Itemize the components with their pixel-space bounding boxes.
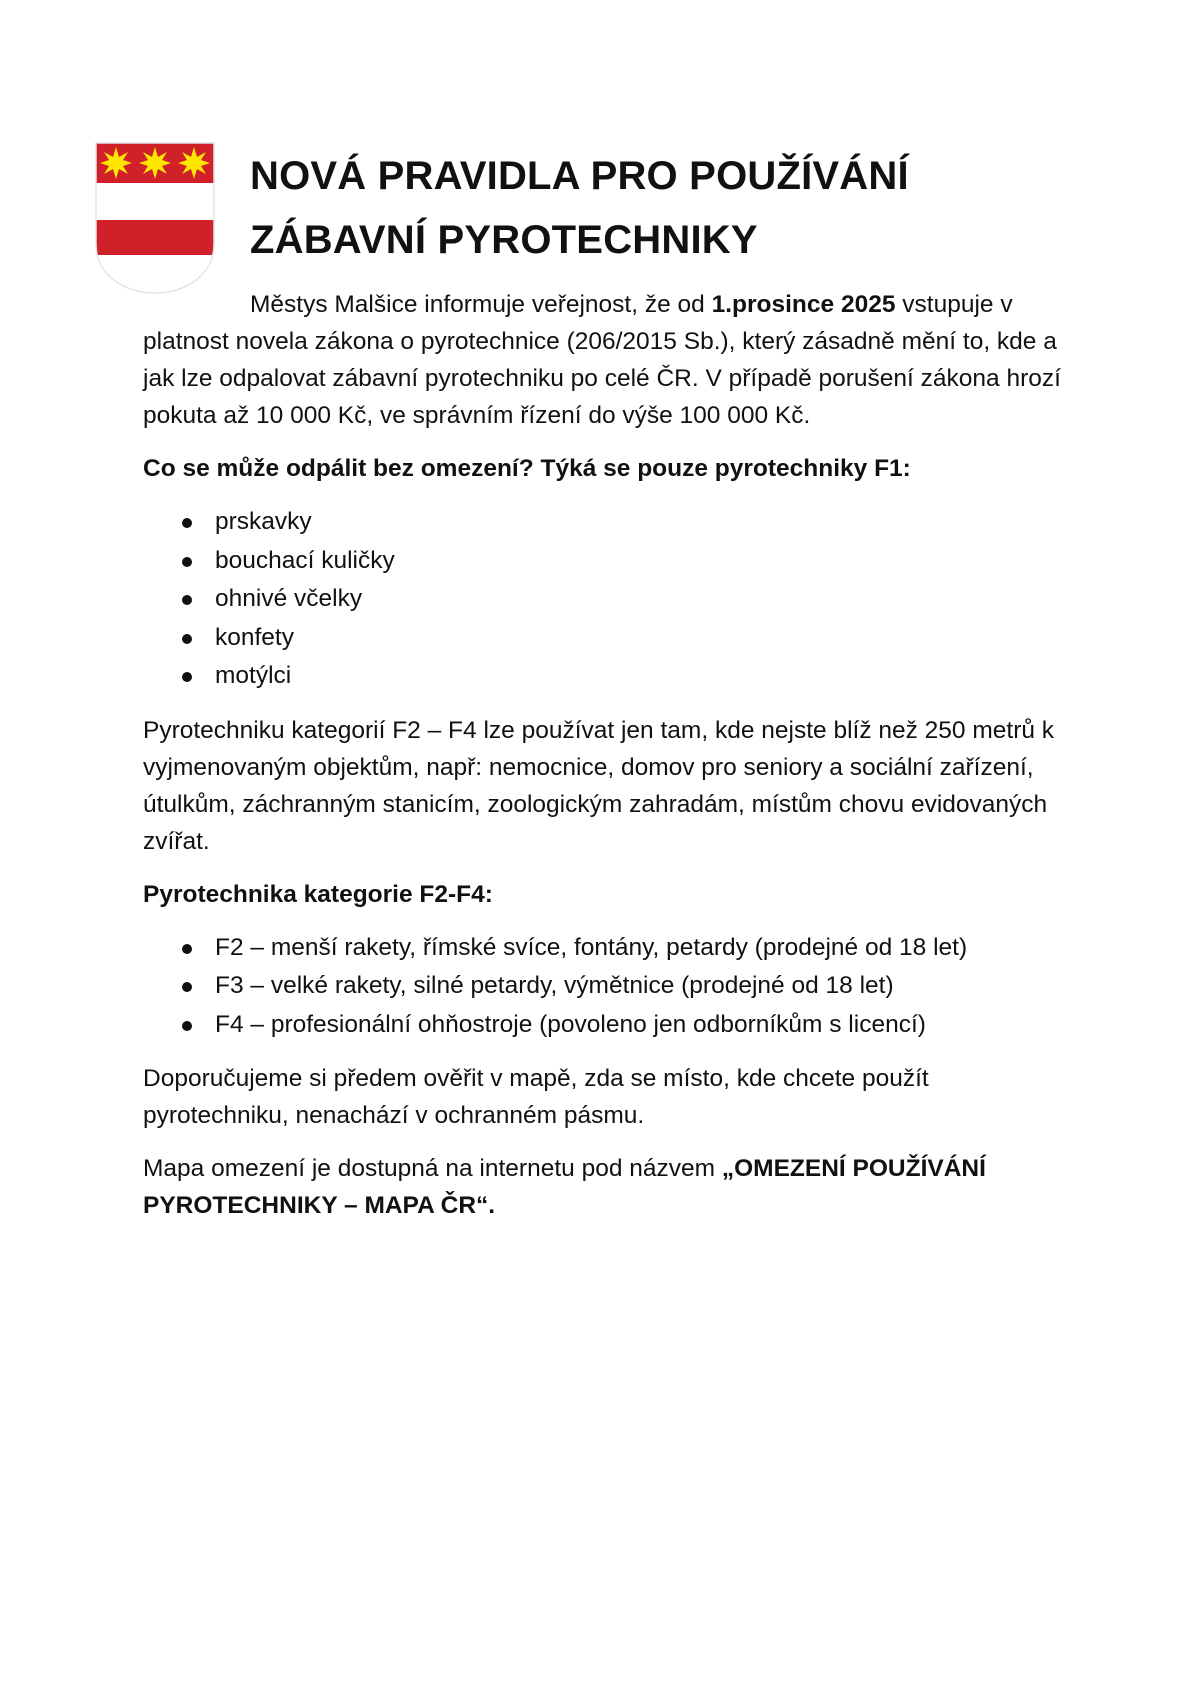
f2f4-list [143,929,1063,1045]
list-item: ohnivé včelky [143,580,1063,619]
map-check-paragraph: Doporučujeme si předem ověřit v mapě, zda se místo, kde chcete použít pyrotechniku, nenachází v ochranném pásmu. [143,1065,929,1129]
intro-paragraph [143,286,1063,434]
document-title [250,144,1110,272]
intro-text-start: Městys Malšice informuje veřejnost, že od [250,291,712,318]
document-body [143,286,1063,1240]
map-name: „OMEZENÍ POUŽÍVÁNÍ PYROTECHNIKY – MAPA ČR“. [143,1155,986,1219]
distance-rule-paragraph: Pyrotechniku kategorií F2 – F4 lze používat jen tam, kde nejste blíž než 250 metrů k vyjmenovaným objektům, např: nemocnice, domov pro seniory a sociální zařízení, útulkům, záchranným stanicím, zoologickým zahradám, místům chovu evidovaných zvířat. [143,716,1055,855]
title-line-2: ZÁBAVNÍ PYROTECHNIKY [250,218,758,262]
list-item: konfety [143,619,1063,658]
coat-of-arms-icon [95,142,215,294]
intro-text-end: vstupuje v platnost novela zákona o pyrotechnice (206/2015 Sb.), který zásadně mění to, kde a jak lze odpalovat zábavní pyrotechniku po celé ČR. V případě porušení zákona hrozí pokuta až 10 000 Kč, ve správním řízení do výše 100 000 Kč. [143,291,1061,429]
list-item: bouchací kuličky [143,542,1063,581]
map-note-text: Mapa omezení je dostupná na internetu pod názvem [143,1155,722,1182]
list-item: F2 – menší rakety, římské svíce, fontány, petardy (prodejné od 18 let) [143,929,1063,968]
title-line-1: NOVÁ PRAVIDLA PRO POUŽÍVÁNÍ [250,154,909,198]
f1-list [143,503,1063,696]
effective-date: 1.prosince 2025 [711,291,896,318]
f1-heading: Co se může odpálit bez omezení? Týká se pouze pyrotechniky F1: [143,455,911,482]
list-item: F3 – velké rakety, silné petardy, výmětnice (prodejné od 18 let) [143,967,1063,1006]
list-item: F4 – profesionální ohňostroje (povoleno jen odborníkům s licencí) [143,1006,1063,1045]
list-item: prskavky [143,503,1063,542]
list-item: motýlci [143,657,1063,696]
map-note-paragraph [143,1150,1063,1224]
f2f4-heading: Pyrotechnika kategorie F2-F4: [143,880,493,908]
